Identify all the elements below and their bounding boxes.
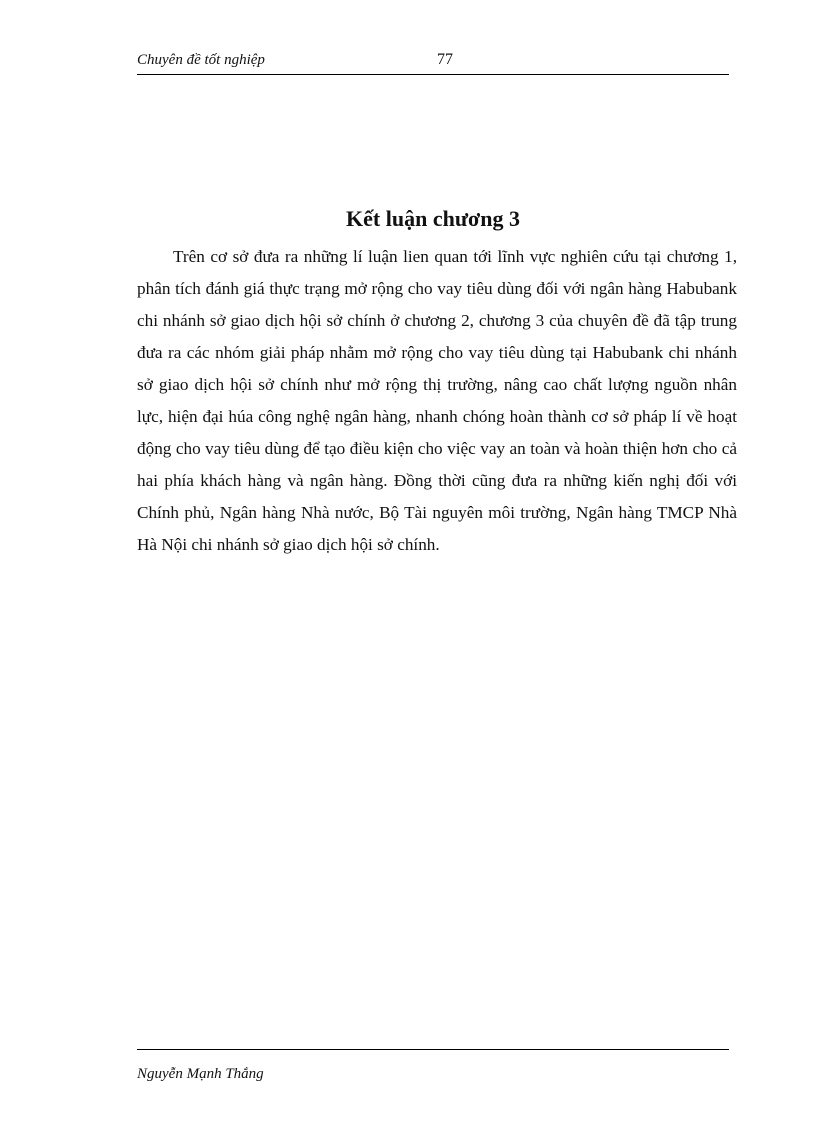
page-number: 77 bbox=[437, 51, 453, 68]
header-title: Chuyên đề tốt nghiệp bbox=[137, 52, 265, 68]
footer-author: Nguyễn Mạnh Thắng bbox=[137, 1066, 264, 1082]
body-paragraph: Trên cơ sở đưa ra những lí luận lien quan tới lĩnh vực nghiên cứu tại chương 1, phân tích đánh giá thực trạng mở rộng cho vay tiêu dùng đối với ngân hàng Habubank chi nhánh sở giao dịch hội sở chính ở chương 2, chương 3 của chuyên đề đã tập trung đưa ra các nhóm giải pháp nhằm mở rộng cho vay tiêu dùng tại Habubank chi nhánh sở giao dịch hội sở chính như mở rộng thị trường, nâng cao chất lượng nguồn nhân lực, hiện đại húa công nghệ ngân hàng, nhanh chóng hoàn thành cơ sở pháp lí về hoạt động cho vay tiêu dùng để tạo điều kiện cho việc vay an toàn và hoàn thiện hơn cho cả hai phía khách hàng và ngân hàng. Đồng thời cũng đưa ra những kiến nghị đối với Chính phủ, Ngân hàng Nhà nước, Bộ Tài nguyên môi trường, Ngân hàng TMCP Nhà Hà Nội chi nhánh sở giao dịch hội sở chính. bbox=[137, 247, 737, 554]
chapter-heading: Kết luận chương 3 bbox=[346, 206, 520, 231]
page-header bbox=[137, 48, 729, 75]
page-footer bbox=[137, 1049, 729, 1082]
